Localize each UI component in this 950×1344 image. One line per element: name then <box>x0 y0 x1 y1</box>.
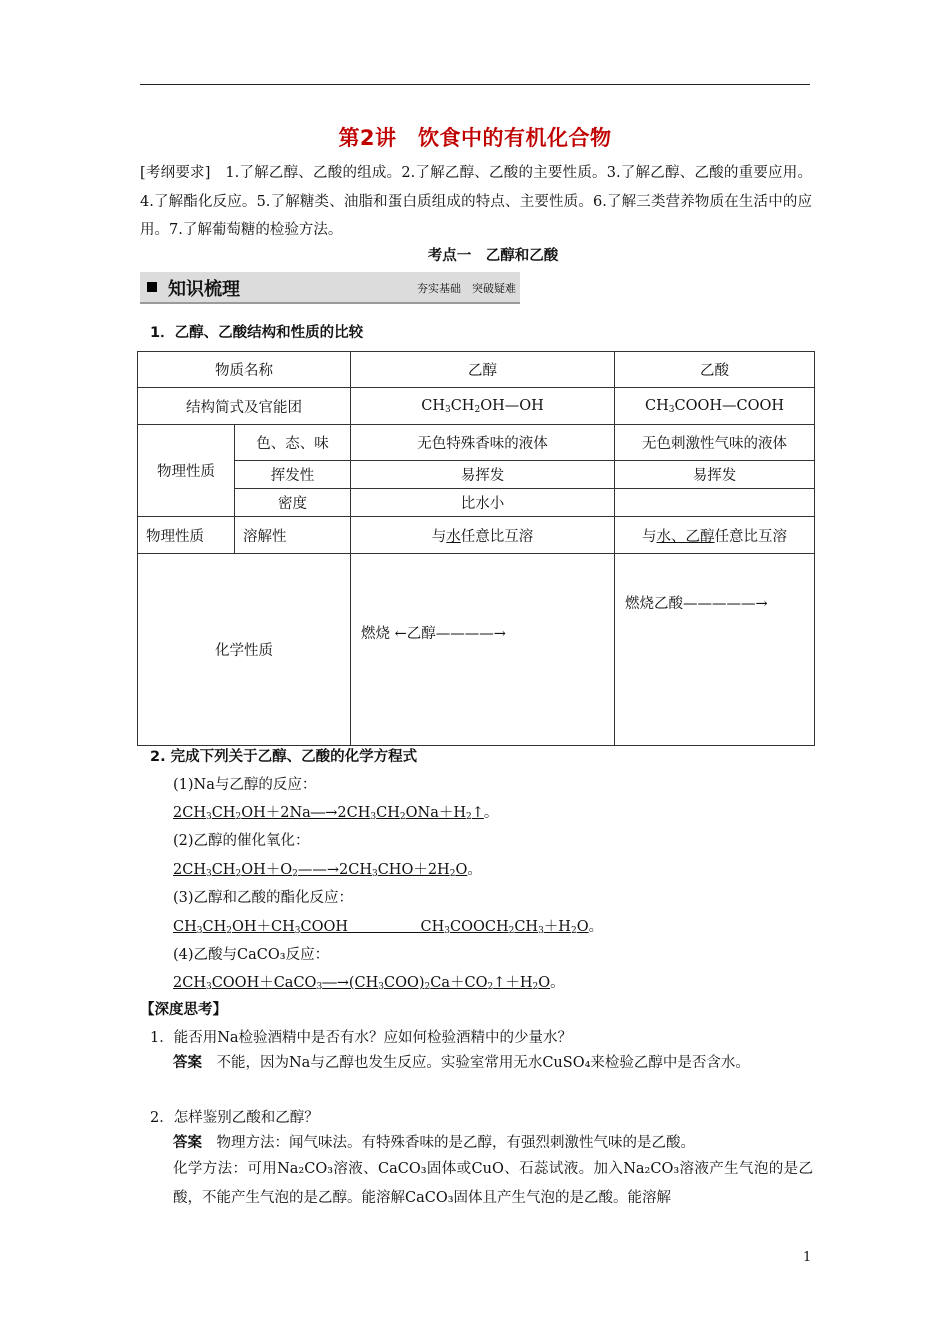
deep-answer-1 <box>173 1049 813 1078</box>
acid-color-state: 无色刺激性气味的液体 <box>615 425 815 461</box>
header-name: 物质名称 <box>138 352 351 388</box>
equation-1: $2CH_3CH_2OH+2Na―\to 2CH_3CH_2ONa+H_2↑$。 <box>173 805 499 822</box>
section-banner <box>140 272 520 304</box>
physical-label: 物理性质 <box>138 425 235 517</box>
acid-reaction-diagram: 燃烧乙酸—————→ <box>625 596 768 612</box>
ethanol-reaction-diagram: 燃烧 ←乙醇————→ <box>361 626 506 642</box>
structure-label: 结构简式及官能团 <box>138 388 351 425</box>
exam-requirements: [考纲要求] 1.了解乙醇、乙酸的组成。2.了解乙醇、乙酸的主要性质。3.了解乙醇、乙酸的重要应用。4.了解酯化反应。5.了解糖类、油脂和蛋白质组成的特点、主要性质。6.了解三类营养物质在生活中的应用。7.了解葡萄糖的检验方法。 <box>140 165 812 238</box>
table-row <box>138 517 815 554</box>
solubility-text: 与 <box>431 528 447 545</box>
acid-solubility <box>615 517 815 554</box>
banner-subtitle: 夯实基础 突破疑难 <box>417 282 516 295</box>
equation-3: $CH_3CH_2OH+CH_3COOH$ $CH_3COOCH_2CH_3+H_2O$。 <box>173 919 604 936</box>
topic-heading: 考点一 乙醇和乙酸 <box>427 248 559 264</box>
ethanol-volatility: 易挥发 <box>351 461 615 489</box>
physical-label-2: 物理性质 <box>138 517 235 554</box>
question-1: (1)Na与乙醇的反应： <box>173 777 317 793</box>
ethanol-color-state: 无色特殊香味的液体 <box>351 425 615 461</box>
question-2: (2)乙醇的催化氧化： <box>173 833 310 849</box>
answer-label: 答案 <box>173 1055 202 1071</box>
top-rule <box>140 84 810 85</box>
deep-answer-2-continued: 化学方法：可用Na₂CO₃溶液、CaCO₃固体或CuO、石蕊试液。加入Na₂CO₃溶液产生气泡的是乙酸，不能产生气泡的是乙醇。能溶解CaCO₃固体且产生气泡的是乙酸。能溶解 <box>173 1161 813 1206</box>
deep-thinking-title: 【深度思考】 <box>140 1002 227 1018</box>
acid-density <box>615 489 815 517</box>
solubility-text: 任意比互溶 <box>714 528 787 545</box>
table-row <box>138 425 815 461</box>
question-4: (4)乙酸与CaCO₃反应： <box>173 947 330 963</box>
solubility-label: 溶解性 <box>235 517 351 554</box>
deep-answer-2 <box>173 1129 813 1158</box>
answer-text: 物理方法：闻气味法。有特殊香味的是乙醇，有强烈刺激性气味的是乙酸。 <box>202 1135 695 1151</box>
solubility-blank: 水 <box>446 528 461 545</box>
square-bullet-icon <box>147 282 157 292</box>
header-ethanol: 乙醇 <box>351 352 615 388</box>
volatility-label: 挥发性 <box>235 461 351 489</box>
solubility-blank: 水、乙醇 <box>656 528 715 545</box>
answer-text: 不能，因为Na与乙醇也发生反应。实验室常用无水CuSO₄来检验乙醇中是否含水。 <box>202 1055 750 1071</box>
section-2-title: 2. 完成下列关于乙醇、乙酸的化学方程式 <box>150 749 418 765</box>
equation-4: $2CH_3COOH+CaCO_3―\to(CH_3COO)_2Ca+CO_2↑+H_2O$。 <box>173 975 565 992</box>
color-state-label: 色、态、味 <box>235 425 351 461</box>
equation-2: $2CH_3CH_2OH+O_2——\to 2CH_3CHO+2H_2O$。 <box>173 862 482 879</box>
density-label: 密度 <box>235 489 351 517</box>
solubility-text: 与 <box>642 528 657 545</box>
table-row <box>138 461 815 489</box>
solubility-text: 任意比互溶 <box>460 528 534 545</box>
header-acetic-acid: 乙酸 <box>615 352 815 388</box>
acid-volatility: 易挥发 <box>615 461 815 489</box>
acid-chemical <box>615 554 815 746</box>
banner-title: 知识梳理 <box>168 279 240 300</box>
table-row <box>138 388 815 425</box>
deep-question-1: 1．能否用Na检验酒精中是否有水？应如何检验酒精中的少量水？ <box>150 1030 573 1046</box>
chemical-label: 化学性质 <box>138 554 351 746</box>
page-number: 1 <box>803 1250 812 1265</box>
ethanol-solubility <box>351 517 615 554</box>
deep-question-2: 2．怎样鉴别乙酸和乙醇？ <box>150 1110 319 1126</box>
ethanol-chemical <box>351 554 615 746</box>
ethanol-density: 比水小 <box>351 489 615 517</box>
comparison-table <box>137 351 815 746</box>
section-1-title: 1．乙醇、乙酸结构和性质的比较 <box>150 325 364 341</box>
table-row <box>138 554 815 746</box>
question-3: (3)乙醇和乙酸的酯化反应： <box>173 890 354 906</box>
table-row <box>138 489 815 517</box>
acid-formula: $CH_3COOH—COOH$ <box>615 388 815 425</box>
page-title: 第2讲 饮食中的有机化合物 <box>338 126 612 150</box>
ethanol-formula: $CH_3CH_2OH—OH$ <box>351 388 615 425</box>
answer-label: 答案 <box>173 1135 202 1151</box>
table-row <box>138 352 815 388</box>
